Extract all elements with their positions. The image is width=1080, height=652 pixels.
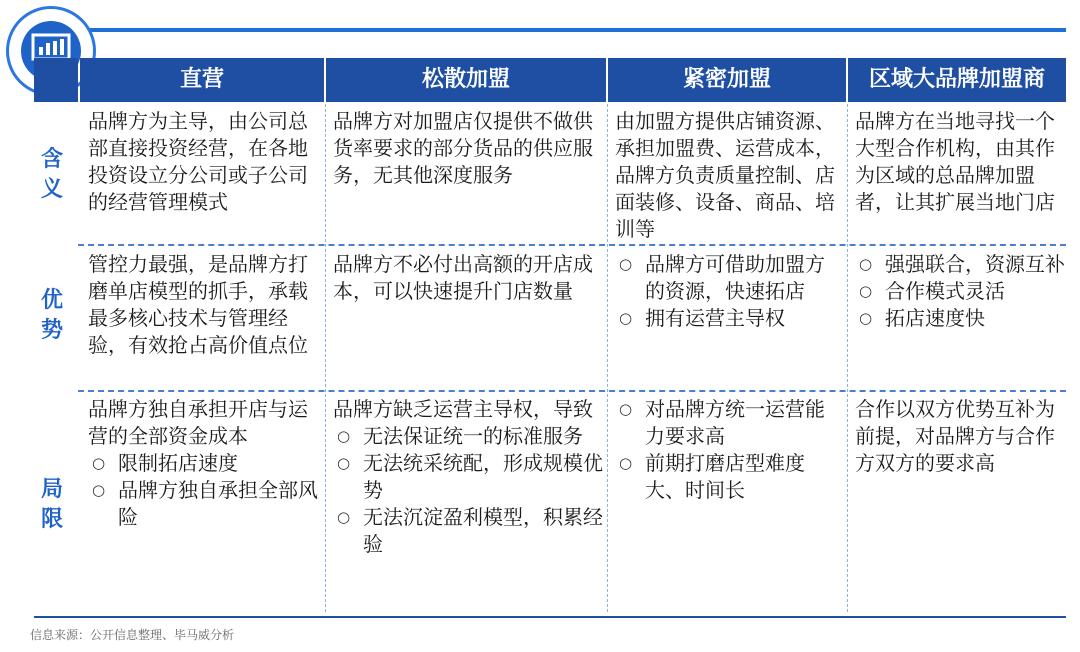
list-item: ○ 品牌方可借助加盟方的资源，快速拓店	[615, 251, 840, 305]
list-item: ○ 前期打磨店型难度大、时间长	[615, 450, 840, 504]
bottom-rule	[34, 616, 1066, 618]
header-corner	[34, 58, 78, 102]
cell-text: 品牌方缺乏运营主导权，导致	[333, 397, 593, 421]
list-item: ○ 无法保证统一的标准服务	[333, 423, 603, 450]
cell-text: 品牌方不必付出高额的开店成本，可以快速提升门店数量	[333, 252, 593, 303]
top-rule	[60, 28, 1066, 32]
cell-limitation-direct	[88, 396, 320, 531]
cell-text: 品牌方在当地寻找一个大型合作机构，由其作为区域的总品牌加盟者，让其扩展当地门店	[855, 109, 1055, 214]
list-item: ○ 拥有运营主导权	[615, 305, 840, 332]
column-divider	[607, 104, 608, 612]
cell-advantage-direct	[88, 251, 320, 359]
cell-meaning-tight	[615, 108, 840, 243]
row-divider	[78, 390, 1066, 392]
cell-text: 合作以双方优势互补为前提，对品牌方与合作方双方的要求高	[855, 397, 1055, 475]
row-label-meaning	[30, 145, 74, 205]
list-item: ○ 对品牌方统一运营能力要求高	[615, 396, 840, 450]
list-item: ○ 限制拓店速度	[88, 450, 320, 477]
cell-limitation-tight	[615, 396, 840, 504]
header-regional-franchisee: 区域大品牌加盟商	[848, 58, 1066, 102]
cell-text: 品牌方独自承担开店与运营的全部资金成本	[88, 397, 308, 448]
cell-text: 品牌方为主导，由公司总部直接投资经营，在各地投资设立分公司或子公司的经营管理模式	[88, 109, 308, 214]
row-label-limitation-text: 局限	[41, 477, 64, 532]
cell-advantage-regional	[855, 251, 1065, 332]
list-item: ○ 无法统采统配，形成规模优势	[333, 450, 603, 504]
header-loose-franchise: 松散加盟	[326, 58, 606, 102]
list-item: ○ 拓店速度快	[855, 305, 1065, 332]
row-label-meaning-text: 含义	[41, 147, 64, 202]
source-note: 信息来源：公开信息整理、毕马威分析	[30, 628, 235, 642]
header-tight-franchise: 紧密加盟	[608, 58, 846, 102]
row-label-advantage-text: 优势	[41, 288, 64, 343]
cell-meaning-direct	[88, 108, 320, 216]
cell-text: 由加盟方提供店铺资源、承担加盟费、运营成本，品牌方负责质量控制、店面装修、设备、商品、培训等	[615, 109, 835, 241]
row-divider	[78, 244, 1066, 246]
list-item: ○ 无法沉淀盈利模型，积累经验	[333, 504, 603, 558]
list-item: ○ 品牌方独自承担全部风险	[88, 477, 320, 531]
cell-limitation-regional	[855, 396, 1065, 477]
cell-advantage-loose	[333, 251, 603, 305]
cell-advantage-tight	[615, 251, 840, 332]
header-direct: 直营	[80, 58, 324, 102]
row-label-advantage	[30, 286, 74, 346]
cell-limitation-loose	[333, 396, 603, 558]
column-divider	[847, 104, 848, 612]
row-label-limitation	[30, 475, 74, 535]
cell-meaning-loose	[333, 108, 603, 189]
list-item: ○ 强强联合，资源互补	[855, 251, 1065, 278]
column-divider	[325, 104, 326, 612]
cell-text: 管控力最强，是品牌方打磨单店模型的抓手，承载最多核心技术与管理经验，有效抢占高价值点位	[88, 252, 308, 357]
list-item: ○ 合作模式灵活	[855, 278, 1065, 305]
cell-meaning-regional	[855, 108, 1065, 216]
cell-text: 品牌方对加盟店仅提供不做供货率要求的部分货品的供应服务，无其他深度服务	[333, 109, 593, 187]
